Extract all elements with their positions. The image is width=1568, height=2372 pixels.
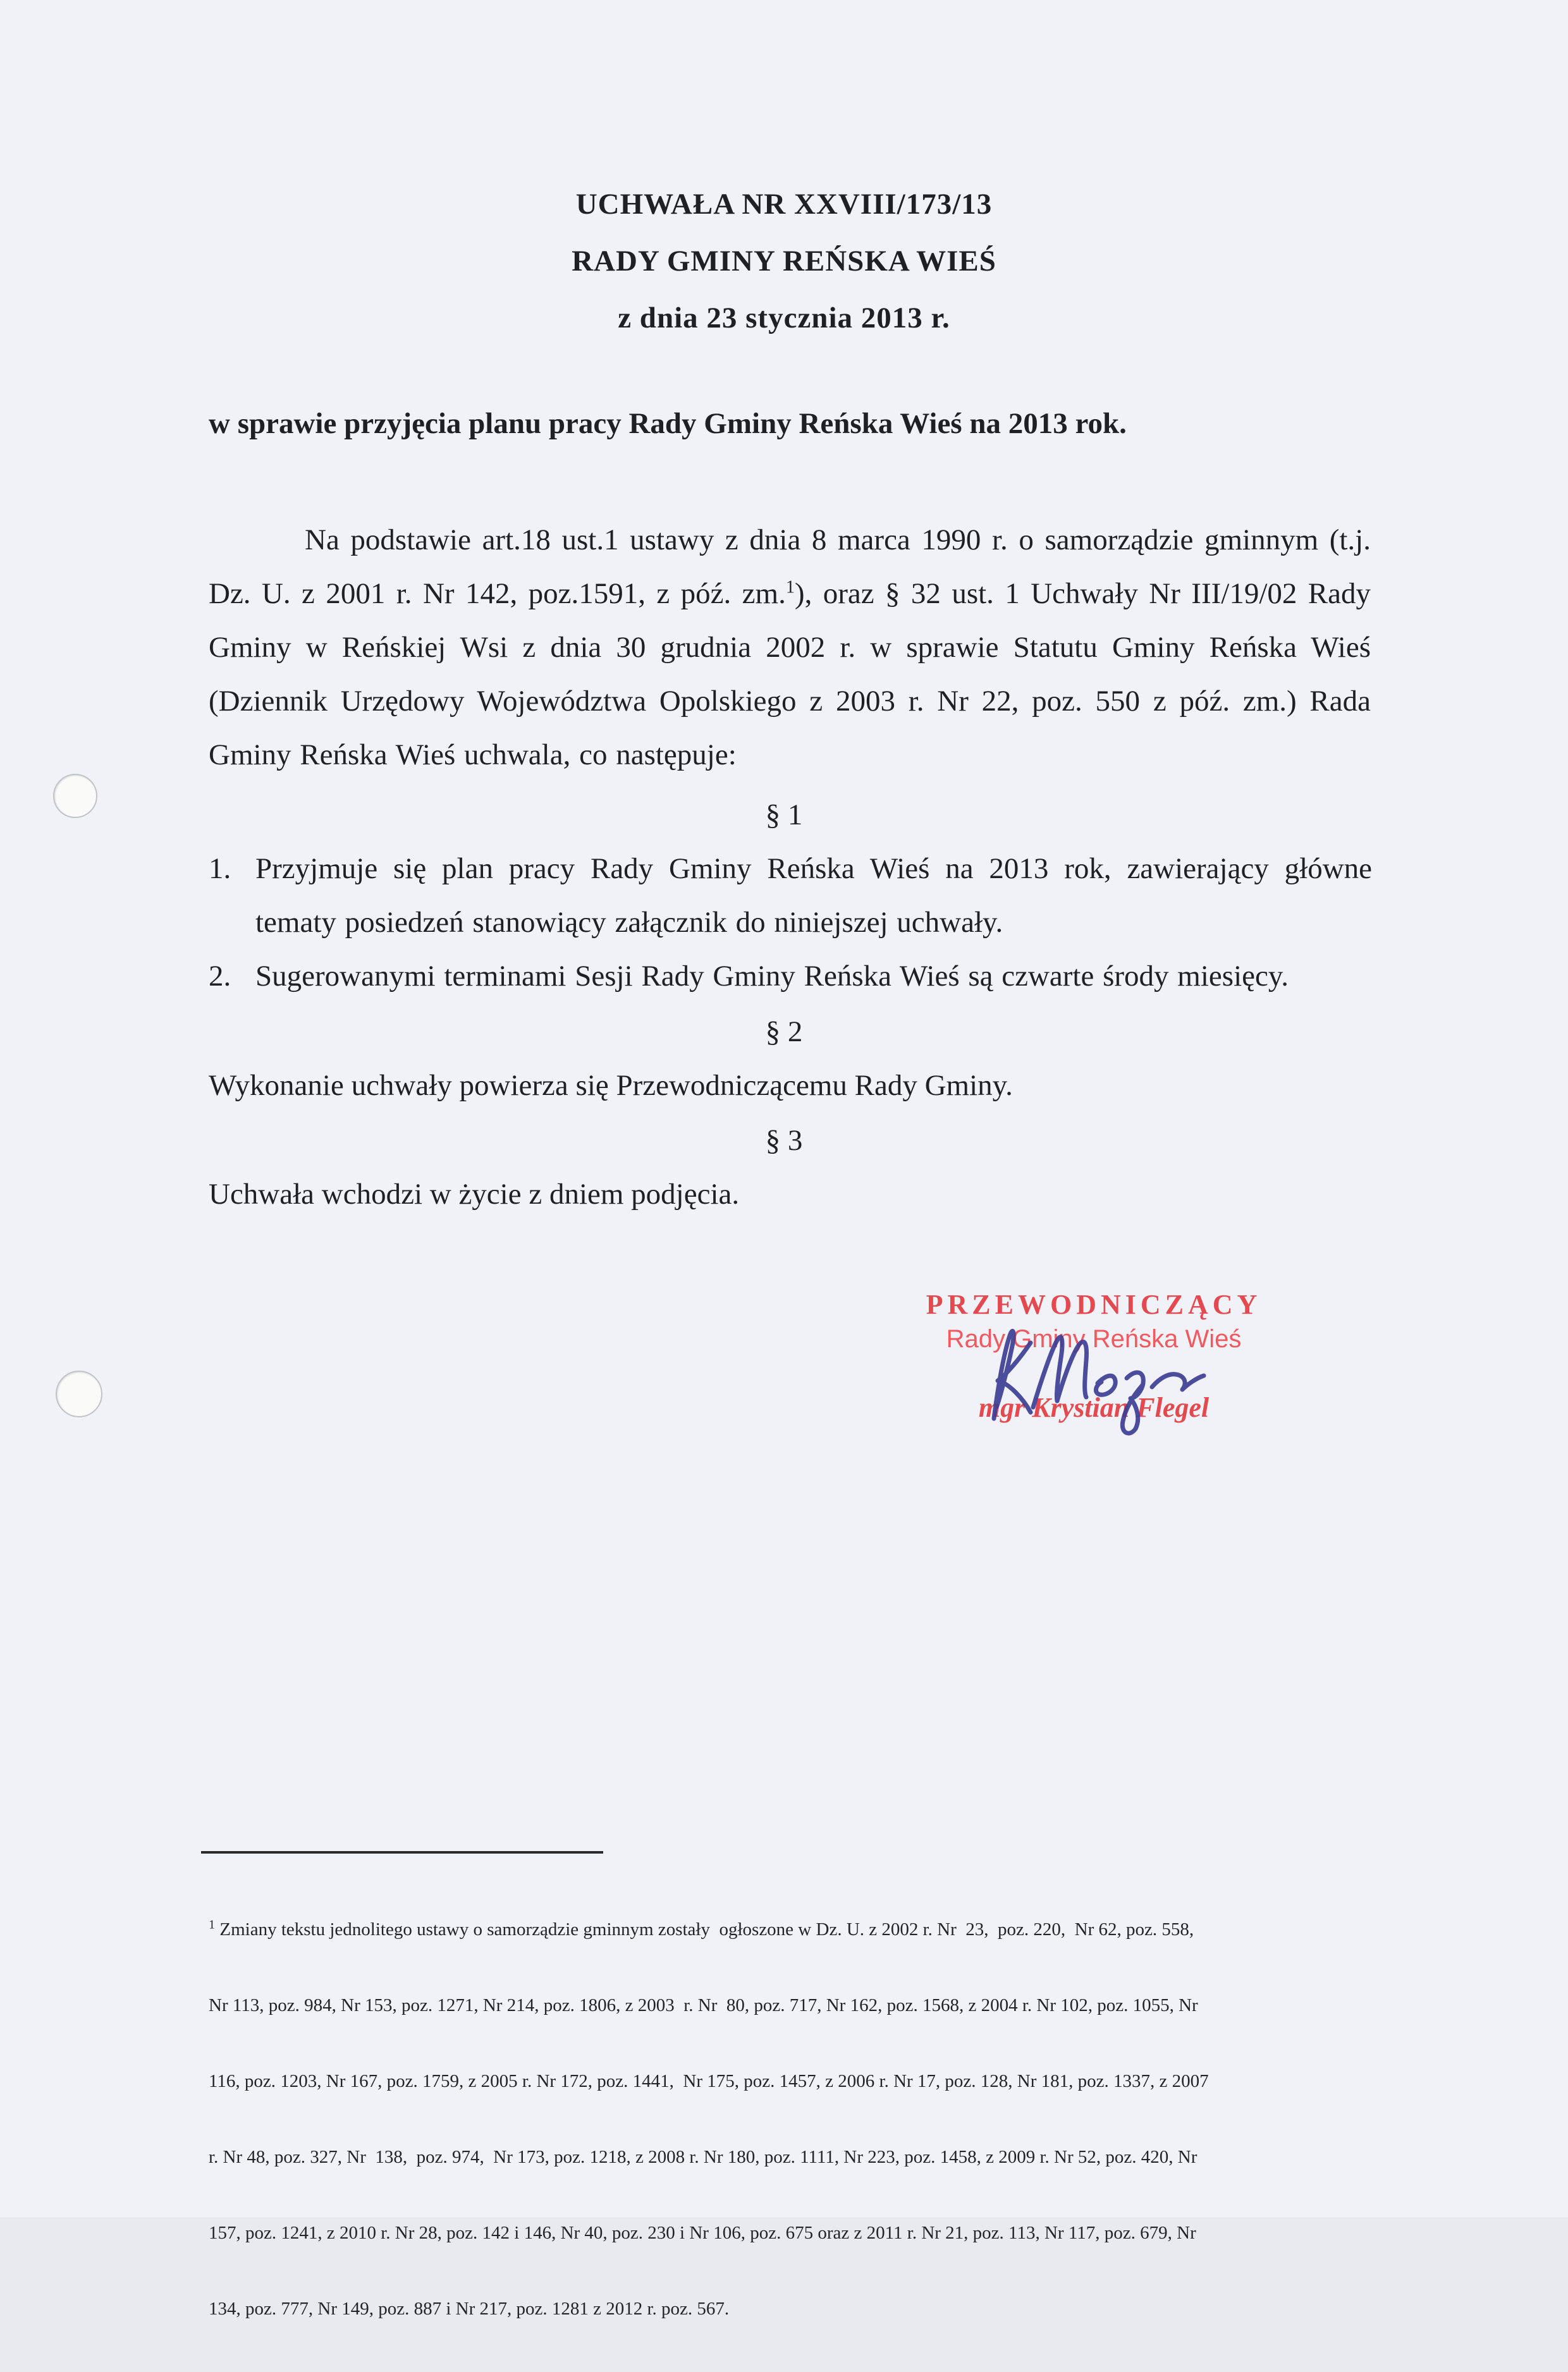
list-item-2-text: Sugerowanymi terminami Sesji Rady Gminy Reńska Wieś są czwarte środy miesięcy. bbox=[255, 960, 1289, 993]
footnote-reference-mark: 1 bbox=[785, 577, 795, 597]
footnote-line-5: 157, poz. 1241, z 2010 r. Nr 28, poz. 142 i 146, Nr 40, poz. 230 i Nr 106, poz. 675 oraz z 2011 r. Nr 21, poz. 113, Nr 117, poz. 679, Nr bbox=[209, 2223, 1196, 2243]
section-1-mark: § 1 bbox=[765, 798, 803, 831]
footnote-line-2: Nr 113, poz. 984, Nr 153, poz. 1271, Nr 214, poz. 1806, z 2003 r. Nr 80, poz. 717, Nr 162, poz. 1568, z 2004 r. Nr 102, poz. 1055, Nr bbox=[209, 1995, 1198, 2015]
hole-punch-bottom bbox=[56, 1371, 102, 1417]
list-item-1-number: 1. bbox=[209, 852, 231, 885]
section-2-text: Wykonanie uchwały powierza się Przewodniczącemu Rady Gminy. bbox=[209, 1069, 1013, 1102]
footnote-line-6: 134, poz. 777, Nr 149, poz. 887 i Nr 217, poz. 1281 z 2012 r. poz. 567. bbox=[209, 2299, 730, 2319]
title-line-number: UCHWAŁA NR XXVIII/173/13 bbox=[575, 188, 993, 221]
title-line-authority: RADY GMINY REŃSKA WIEŚ bbox=[572, 245, 996, 278]
footnote-line-3: 116, poz. 1203, Nr 167, poz. 1759, z 2005 r. Nr 172, poz. 1441, Nr 175, poz. 1457, z 2006 r. Nr 17, poz. 128, Nr 181, poz. 1337, z 2007 bbox=[209, 2071, 1209, 2091]
stamp-subtitle: Rady Gminy Reńska Wieś bbox=[946, 1325, 1242, 1353]
preamble-paragraph bbox=[209, 513, 1371, 782]
handwritten-signature-icon bbox=[967, 1312, 1220, 1439]
stamp-title: PRZEWODNICZĄCY bbox=[926, 1289, 1262, 1320]
section-3-mark: § 3 bbox=[765, 1124, 803, 1157]
list-item-1-text: Przyjmuje się plan pracy Rady Gminy Reńska Wieś na 2013 rok, zawierający główne tematy posiedzeń stanowiący załącznik do niniejszej uchwały. bbox=[255, 852, 1372, 939]
section-2-mark: § 2 bbox=[765, 1015, 803, 1048]
preamble-text-part2: ), oraz § 32 ust. 1 Uchwały Nr III/19/02 Rady Gminy w Reńskiej Wsi z dnia 30 grudnia 2002 r. w sprawie Statutu Gminy Reńska Wieś (Dziennik Urzędowy Województwa Opolskiego z 2003 r. Nr 22, poz. 550 z póź. zm.) Rada Gminy Reńska Wieś uchwala, co następuje: bbox=[209, 577, 1371, 771]
list-item-2 bbox=[209, 950, 1372, 1003]
footnote-line-1: Zmiany tekstu jednolitego ustawy o samorządzie gminnym zostały ogłoszone w Dz. U. z 2002 r. Nr 23, poz. 220, Nr 62, poz. 558, bbox=[219, 1919, 1194, 1940]
stamp-signer-name: mgr Krystian Flegel bbox=[978, 1392, 1210, 1423]
footnote-marker: 1 bbox=[209, 1917, 216, 1932]
preamble-text-part1: Na podstawie art.18 ust.1 ustawy z dnia 8 marca 1990 r. o samorządzie gminnym (t.j. Dz. U. z 2001 r. Nr 142, poz.1591, z póź. zm. bbox=[209, 523, 1371, 610]
footnote-block bbox=[209, 1866, 1397, 2372]
footnote-separator bbox=[201, 1851, 603, 1854]
list-item-2-number: 2. bbox=[209, 960, 231, 993]
list-item-1 bbox=[209, 842, 1372, 950]
document-subject: w sprawie przyjęcia planu pracy Rady Gminy Reńska Wieś na 2013 rok. bbox=[209, 407, 1127, 440]
section-3-text: Uchwała wchodzi w życie z dniem podjęcia. bbox=[209, 1178, 740, 1211]
chairman-stamp bbox=[885, 1287, 1302, 1425]
footnote-line-4: r. Nr 48, poz. 327, Nr 138, poz. 974, Nr 173, poz. 1218, z 2008 r. Nr 180, poz. 1111, Nr 223, poz. 1458, z 2009 r. Nr 52, poz. 420, Nr bbox=[209, 2147, 1197, 2167]
footnote-line bbox=[209, 1917, 1397, 1942]
title-line-date: z dnia 23 stycznia 2013 r. bbox=[618, 302, 950, 334]
document-title bbox=[0, 176, 1568, 346]
